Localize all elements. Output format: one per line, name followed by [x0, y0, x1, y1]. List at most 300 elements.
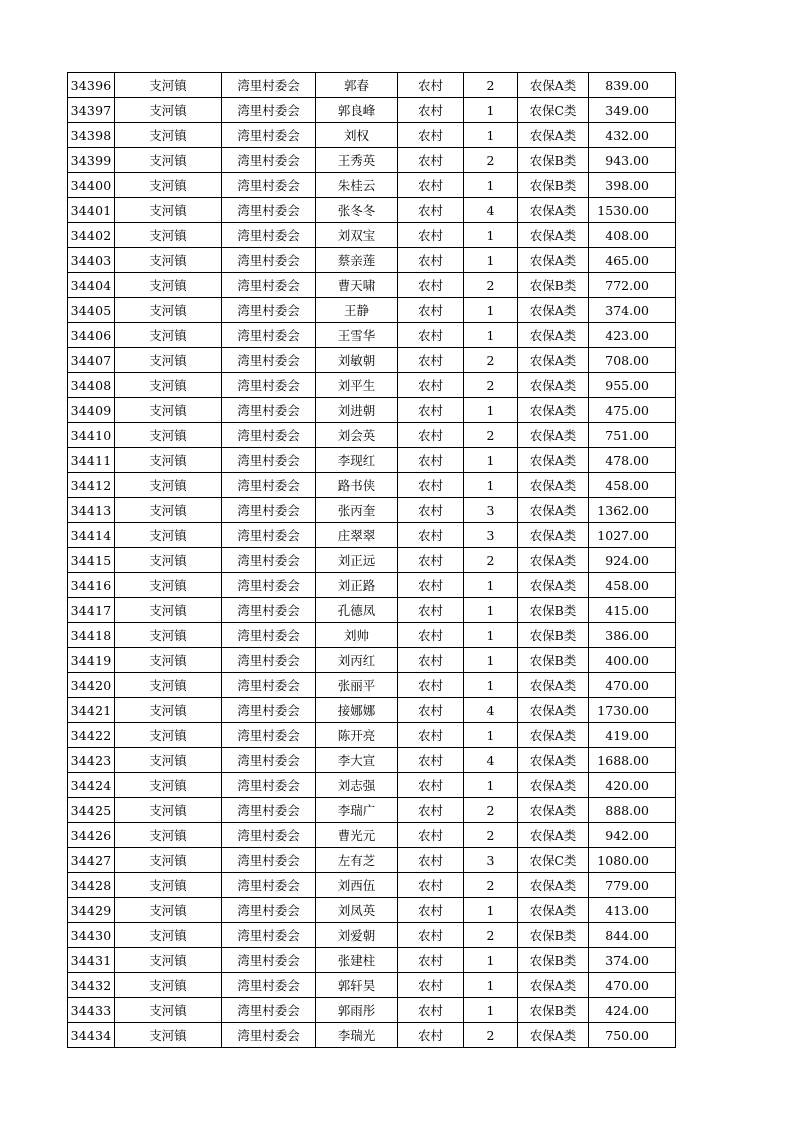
- household-count-cell: 1: [464, 948, 518, 973]
- household-count-cell: 1: [464, 723, 518, 748]
- area-type-cell: 农村: [398, 873, 464, 898]
- table-row: [68, 773, 676, 798]
- area-type-cell: 农村: [398, 848, 464, 873]
- amount-cell: 413.00: [589, 898, 676, 923]
- town-cell: 支河镇: [115, 298, 222, 323]
- household-count-cell: 1: [464, 648, 518, 673]
- insurance-category-cell: 农保A类: [518, 973, 589, 998]
- amount-cell: 475.00: [589, 398, 676, 423]
- household-count-cell: 1: [464, 473, 518, 498]
- amount-cell: 772.00: [589, 273, 676, 298]
- person-name-cell: 左有芝: [316, 848, 398, 873]
- person-name-cell: 孔德凤: [316, 598, 398, 623]
- amount-cell: 415.00: [589, 598, 676, 623]
- area-type-cell: 农村: [398, 223, 464, 248]
- person-name-cell: 庄翠翠: [316, 523, 398, 548]
- town-cell: 支河镇: [115, 98, 222, 123]
- amount-cell: 349.00: [589, 98, 676, 123]
- area-type-cell: 农村: [398, 798, 464, 823]
- table-row: [68, 473, 676, 498]
- village-committee-cell: 湾里村委会: [222, 398, 316, 423]
- amount-cell: 942.00: [589, 823, 676, 848]
- amount-cell: 432.00: [589, 123, 676, 148]
- village-committee-cell: 湾里村委会: [222, 748, 316, 773]
- record-id-cell: 34412: [68, 473, 115, 498]
- area-type-cell: 农村: [398, 348, 464, 373]
- household-count-cell: 2: [464, 923, 518, 948]
- record-id-cell: 34398: [68, 123, 115, 148]
- insurance-category-cell: 农保A类: [518, 823, 589, 848]
- insurance-category-cell: 农保A类: [518, 798, 589, 823]
- household-count-cell: 2: [464, 548, 518, 573]
- record-id-cell: 34418: [68, 623, 115, 648]
- table-row: [68, 173, 676, 198]
- person-name-cell: 王秀英: [316, 148, 398, 173]
- person-name-cell: 刘帅: [316, 623, 398, 648]
- household-count-cell: 2: [464, 823, 518, 848]
- area-type-cell: 农村: [398, 373, 464, 398]
- village-committee-cell: 湾里村委会: [222, 648, 316, 673]
- area-type-cell: 农村: [398, 98, 464, 123]
- table-row: [68, 898, 676, 923]
- area-type-cell: 农村: [398, 698, 464, 723]
- household-count-cell: 1: [464, 98, 518, 123]
- area-type-cell: 农村: [398, 448, 464, 473]
- table-row: [68, 448, 676, 473]
- village-committee-cell: 湾里村委会: [222, 1023, 316, 1048]
- person-name-cell: 郭雨彤: [316, 998, 398, 1023]
- area-type-cell: 农村: [398, 548, 464, 573]
- insurance-category-cell: 农保A类: [518, 673, 589, 698]
- household-count-cell: 1: [464, 323, 518, 348]
- record-id-cell: 34408: [68, 373, 115, 398]
- record-id-cell: 34419: [68, 648, 115, 673]
- area-type-cell: 农村: [398, 648, 464, 673]
- table-row: [68, 573, 676, 598]
- insurance-category-cell: 农保B类: [518, 173, 589, 198]
- table-row: [68, 348, 676, 373]
- amount-cell: 1688.00: [589, 748, 676, 773]
- household-count-cell: 1: [464, 248, 518, 273]
- person-name-cell: 张丽平: [316, 673, 398, 698]
- record-id-cell: 34422: [68, 723, 115, 748]
- record-id-cell: 34403: [68, 248, 115, 273]
- household-count-cell: 2: [464, 423, 518, 448]
- village-committee-cell: 湾里村委会: [222, 473, 316, 498]
- table-row: [68, 698, 676, 723]
- area-type-cell: 农村: [398, 823, 464, 848]
- insurance-category-cell: 农保A类: [518, 523, 589, 548]
- person-name-cell: 朱桂云: [316, 173, 398, 198]
- person-name-cell: 张冬冬: [316, 198, 398, 223]
- town-cell: 支河镇: [115, 623, 222, 648]
- town-cell: 支河镇: [115, 248, 222, 273]
- amount-cell: 420.00: [589, 773, 676, 798]
- area-type-cell: 农村: [398, 623, 464, 648]
- record-id-cell: 34420: [68, 673, 115, 698]
- village-committee-cell: 湾里村委会: [222, 148, 316, 173]
- amount-cell: 751.00: [589, 423, 676, 448]
- person-name-cell: 刘平生: [316, 373, 398, 398]
- area-type-cell: 农村: [398, 998, 464, 1023]
- record-id-cell: 34406: [68, 323, 115, 348]
- insurance-category-cell: 农保A类: [518, 73, 589, 98]
- record-id-cell: 34405: [68, 298, 115, 323]
- insurance-category-cell: 农保A类: [518, 223, 589, 248]
- area-type-cell: 农村: [398, 523, 464, 548]
- insurance-category-cell: 农保A类: [518, 748, 589, 773]
- table-row: [68, 823, 676, 848]
- person-name-cell: 刘进朝: [316, 398, 398, 423]
- table-row: [68, 973, 676, 998]
- town-cell: 支河镇: [115, 673, 222, 698]
- village-committee-cell: 湾里村委会: [222, 848, 316, 873]
- insurance-category-cell: 农保A类: [518, 873, 589, 898]
- table-row: [68, 248, 676, 273]
- person-name-cell: 刘西伍: [316, 873, 398, 898]
- record-id-cell: 34426: [68, 823, 115, 848]
- town-cell: 支河镇: [115, 148, 222, 173]
- village-committee-cell: 湾里村委会: [222, 548, 316, 573]
- record-id-cell: 34425: [68, 798, 115, 823]
- table-row: [68, 723, 676, 748]
- village-committee-cell: 湾里村委会: [222, 598, 316, 623]
- record-id-cell: 34404: [68, 273, 115, 298]
- person-name-cell: 路书侠: [316, 473, 398, 498]
- table-row: [68, 1023, 676, 1048]
- insurance-category-cell: 农保A类: [518, 123, 589, 148]
- household-count-cell: 3: [464, 848, 518, 873]
- amount-cell: 458.00: [589, 473, 676, 498]
- table-row: [68, 123, 676, 148]
- amount-cell: 465.00: [589, 248, 676, 273]
- table-row: [68, 423, 676, 448]
- village-committee-cell: 湾里村委会: [222, 173, 316, 198]
- insurance-category-cell: 农保A类: [518, 723, 589, 748]
- area-type-cell: 农村: [398, 73, 464, 98]
- insurance-category-cell: 农保B类: [518, 148, 589, 173]
- household-count-cell: 2: [464, 73, 518, 98]
- table-row: [68, 548, 676, 573]
- table-row: [68, 198, 676, 223]
- village-committee-cell: 湾里村委会: [222, 623, 316, 648]
- amount-cell: 419.00: [589, 723, 676, 748]
- insurance-category-cell: 农保B类: [518, 598, 589, 623]
- insurance-category-cell: 农保B类: [518, 998, 589, 1023]
- village-committee-cell: 湾里村委会: [222, 373, 316, 398]
- person-name-cell: 刘丙红: [316, 648, 398, 673]
- table-row: [68, 323, 676, 348]
- record-id-cell: 34417: [68, 598, 115, 623]
- record-id-cell: 34402: [68, 223, 115, 248]
- village-committee-cell: 湾里村委会: [222, 423, 316, 448]
- record-id-cell: 34407: [68, 348, 115, 373]
- insurance-category-cell: 农保A类: [518, 398, 589, 423]
- amount-cell: 470.00: [589, 673, 676, 698]
- town-cell: 支河镇: [115, 398, 222, 423]
- amount-cell: 750.00: [589, 1023, 676, 1048]
- amount-cell: 888.00: [589, 798, 676, 823]
- amount-cell: 470.00: [589, 973, 676, 998]
- table-row: [68, 798, 676, 823]
- village-committee-cell: 湾里村委会: [222, 498, 316, 523]
- insurance-category-cell: 农保A类: [518, 1023, 589, 1048]
- town-cell: 支河镇: [115, 73, 222, 98]
- person-name-cell: 刘爱朝: [316, 923, 398, 948]
- table-row: [68, 873, 676, 898]
- household-count-cell: 1: [464, 673, 518, 698]
- village-committee-cell: 湾里村委会: [222, 698, 316, 723]
- amount-cell: 424.00: [589, 998, 676, 1023]
- person-name-cell: 李瑞广: [316, 798, 398, 823]
- town-cell: 支河镇: [115, 1023, 222, 1048]
- town-cell: 支河镇: [115, 698, 222, 723]
- record-id-cell: 34432: [68, 973, 115, 998]
- table-row: [68, 523, 676, 548]
- person-name-cell: 曹天啸: [316, 273, 398, 298]
- area-type-cell: 农村: [398, 498, 464, 523]
- person-name-cell: 曹光元: [316, 823, 398, 848]
- table-row: [68, 948, 676, 973]
- amount-cell: 844.00: [589, 923, 676, 948]
- village-committee-cell: 湾里村委会: [222, 98, 316, 123]
- record-id-cell: 34396: [68, 73, 115, 98]
- table-row: [68, 648, 676, 673]
- amount-cell: 1362.00: [589, 498, 676, 523]
- insurance-category-cell: 农保A类: [518, 298, 589, 323]
- area-type-cell: 农村: [398, 473, 464, 498]
- person-name-cell: 蔡亲莲: [316, 248, 398, 273]
- household-count-cell: 1: [464, 973, 518, 998]
- insurance-category-cell: 农保A类: [518, 323, 589, 348]
- town-cell: 支河镇: [115, 473, 222, 498]
- table-row: [68, 848, 676, 873]
- amount-cell: 458.00: [589, 573, 676, 598]
- town-cell: 支河镇: [115, 448, 222, 473]
- town-cell: 支河镇: [115, 648, 222, 673]
- amount-cell: 955.00: [589, 373, 676, 398]
- amount-cell: 779.00: [589, 873, 676, 898]
- person-name-cell: 郭良峰: [316, 98, 398, 123]
- insurance-category-cell: 农保B类: [518, 948, 589, 973]
- insurance-category-cell: 农保B类: [518, 923, 589, 948]
- village-committee-cell: 湾里村委会: [222, 898, 316, 923]
- table-row: [68, 398, 676, 423]
- household-count-cell: 2: [464, 148, 518, 173]
- amount-cell: 374.00: [589, 298, 676, 323]
- household-count-cell: 2: [464, 873, 518, 898]
- household-count-cell: 3: [464, 523, 518, 548]
- insurance-category-cell: 农保B类: [518, 648, 589, 673]
- village-committee-cell: 湾里村委会: [222, 298, 316, 323]
- village-committee-cell: 湾里村委会: [222, 123, 316, 148]
- area-type-cell: 农村: [398, 898, 464, 923]
- town-cell: 支河镇: [115, 423, 222, 448]
- amount-cell: 374.00: [589, 948, 676, 973]
- table-row: [68, 298, 676, 323]
- record-id-cell: 34415: [68, 548, 115, 573]
- household-count-cell: 2: [464, 798, 518, 823]
- data-table: [67, 72, 676, 1048]
- record-id-cell: 34413: [68, 498, 115, 523]
- village-committee-cell: 湾里村委会: [222, 273, 316, 298]
- town-cell: 支河镇: [115, 323, 222, 348]
- record-id-cell: 34434: [68, 1023, 115, 1048]
- town-cell: 支河镇: [115, 823, 222, 848]
- area-type-cell: 农村: [398, 148, 464, 173]
- insurance-category-cell: 农保A类: [518, 548, 589, 573]
- household-count-cell: 2: [464, 373, 518, 398]
- village-committee-cell: 湾里村委会: [222, 523, 316, 548]
- village-committee-cell: 湾里村委会: [222, 948, 316, 973]
- record-id-cell: 34399: [68, 148, 115, 173]
- amount-cell: 400.00: [589, 648, 676, 673]
- household-count-cell: 1: [464, 448, 518, 473]
- record-id-cell: 34421: [68, 698, 115, 723]
- amount-cell: 924.00: [589, 548, 676, 573]
- insurance-category-cell: 农保B类: [518, 273, 589, 298]
- area-type-cell: 农村: [398, 573, 464, 598]
- table-row: [68, 498, 676, 523]
- person-name-cell: 王雪华: [316, 323, 398, 348]
- household-count-cell: 1: [464, 398, 518, 423]
- area-type-cell: 农村: [398, 948, 464, 973]
- insurance-category-cell: 农保A类: [518, 348, 589, 373]
- household-count-cell: 1: [464, 123, 518, 148]
- town-cell: 支河镇: [115, 723, 222, 748]
- area-type-cell: 农村: [398, 423, 464, 448]
- person-name-cell: 刘会英: [316, 423, 398, 448]
- town-cell: 支河镇: [115, 798, 222, 823]
- area-type-cell: 农村: [398, 723, 464, 748]
- household-count-cell: 1: [464, 773, 518, 798]
- household-count-cell: 2: [464, 1023, 518, 1048]
- area-type-cell: 农村: [398, 773, 464, 798]
- record-id-cell: 34433: [68, 998, 115, 1023]
- person-name-cell: 李现红: [316, 448, 398, 473]
- town-cell: 支河镇: [115, 373, 222, 398]
- table-row: [68, 98, 676, 123]
- household-count-cell: 1: [464, 573, 518, 598]
- table-row: [68, 923, 676, 948]
- insurance-category-cell: 农保A类: [518, 898, 589, 923]
- insurance-category-cell: 农保A类: [518, 698, 589, 723]
- town-cell: 支河镇: [115, 223, 222, 248]
- village-committee-cell: 湾里村委会: [222, 323, 316, 348]
- amount-cell: 943.00: [589, 148, 676, 173]
- amount-cell: 1530.00: [589, 198, 676, 223]
- record-id-cell: 34397: [68, 98, 115, 123]
- record-id-cell: 34431: [68, 948, 115, 973]
- town-cell: 支河镇: [115, 773, 222, 798]
- village-committee-cell: 湾里村委会: [222, 73, 316, 98]
- town-cell: 支河镇: [115, 848, 222, 873]
- village-committee-cell: 湾里村委会: [222, 873, 316, 898]
- table-row: [68, 273, 676, 298]
- table-row: [68, 73, 676, 98]
- village-committee-cell: 湾里村委会: [222, 723, 316, 748]
- record-id-cell: 34428: [68, 873, 115, 898]
- insurance-category-cell: 农保A类: [518, 248, 589, 273]
- village-committee-cell: 湾里村委会: [222, 448, 316, 473]
- amount-cell: 398.00: [589, 173, 676, 198]
- village-committee-cell: 湾里村委会: [222, 348, 316, 373]
- record-id-cell: 34410: [68, 423, 115, 448]
- town-cell: 支河镇: [115, 273, 222, 298]
- household-count-cell: 4: [464, 198, 518, 223]
- insurance-category-cell: 农保A类: [518, 373, 589, 398]
- person-name-cell: 张建柱: [316, 948, 398, 973]
- person-name-cell: 王静: [316, 298, 398, 323]
- town-cell: 支河镇: [115, 998, 222, 1023]
- insurance-category-cell: 农保A类: [518, 198, 589, 223]
- area-type-cell: 农村: [398, 198, 464, 223]
- area-type-cell: 农村: [398, 398, 464, 423]
- person-name-cell: 刘正远: [316, 548, 398, 573]
- town-cell: 支河镇: [115, 548, 222, 573]
- record-id-cell: 34411: [68, 448, 115, 473]
- amount-cell: 1080.00: [589, 848, 676, 873]
- town-cell: 支河镇: [115, 873, 222, 898]
- town-cell: 支河镇: [115, 198, 222, 223]
- town-cell: 支河镇: [115, 948, 222, 973]
- record-id-cell: 34409: [68, 398, 115, 423]
- town-cell: 支河镇: [115, 598, 222, 623]
- household-count-cell: 4: [464, 698, 518, 723]
- record-id-cell: 34401: [68, 198, 115, 223]
- area-type-cell: 农村: [398, 298, 464, 323]
- household-count-cell: 1: [464, 898, 518, 923]
- insurance-category-cell: 农保A类: [518, 423, 589, 448]
- person-name-cell: 郭春: [316, 73, 398, 98]
- household-count-cell: 3: [464, 498, 518, 523]
- area-type-cell: 农村: [398, 748, 464, 773]
- household-count-cell: 1: [464, 998, 518, 1023]
- household-count-cell: 1: [464, 223, 518, 248]
- record-id-cell: 34427: [68, 848, 115, 873]
- household-count-cell: 1: [464, 598, 518, 623]
- area-type-cell: 农村: [398, 973, 464, 998]
- town-cell: 支河镇: [115, 573, 222, 598]
- town-cell: 支河镇: [115, 173, 222, 198]
- table-row: [68, 148, 676, 173]
- person-name-cell: 刘双宝: [316, 223, 398, 248]
- record-id-cell: 34423: [68, 748, 115, 773]
- household-count-cell: 1: [464, 298, 518, 323]
- table-body: [68, 73, 676, 1048]
- town-cell: 支河镇: [115, 923, 222, 948]
- person-name-cell: 刘凤英: [316, 898, 398, 923]
- village-committee-cell: 湾里村委会: [222, 998, 316, 1023]
- town-cell: 支河镇: [115, 498, 222, 523]
- insurance-category-cell: 农保B类: [518, 623, 589, 648]
- table-row: [68, 998, 676, 1023]
- insurance-category-cell: 农保A类: [518, 498, 589, 523]
- insurance-category-cell: 农保C类: [518, 98, 589, 123]
- village-committee-cell: 湾里村委会: [222, 798, 316, 823]
- person-name-cell: 刘志强: [316, 773, 398, 798]
- amount-cell: 1027.00: [589, 523, 676, 548]
- area-type-cell: 农村: [398, 598, 464, 623]
- table-row: [68, 673, 676, 698]
- record-id-cell: 34416: [68, 573, 115, 598]
- record-id-cell: 34430: [68, 923, 115, 948]
- area-type-cell: 农村: [398, 673, 464, 698]
- village-committee-cell: 湾里村委会: [222, 823, 316, 848]
- amount-cell: 708.00: [589, 348, 676, 373]
- person-name-cell: 刘敏朝: [316, 348, 398, 373]
- town-cell: 支河镇: [115, 898, 222, 923]
